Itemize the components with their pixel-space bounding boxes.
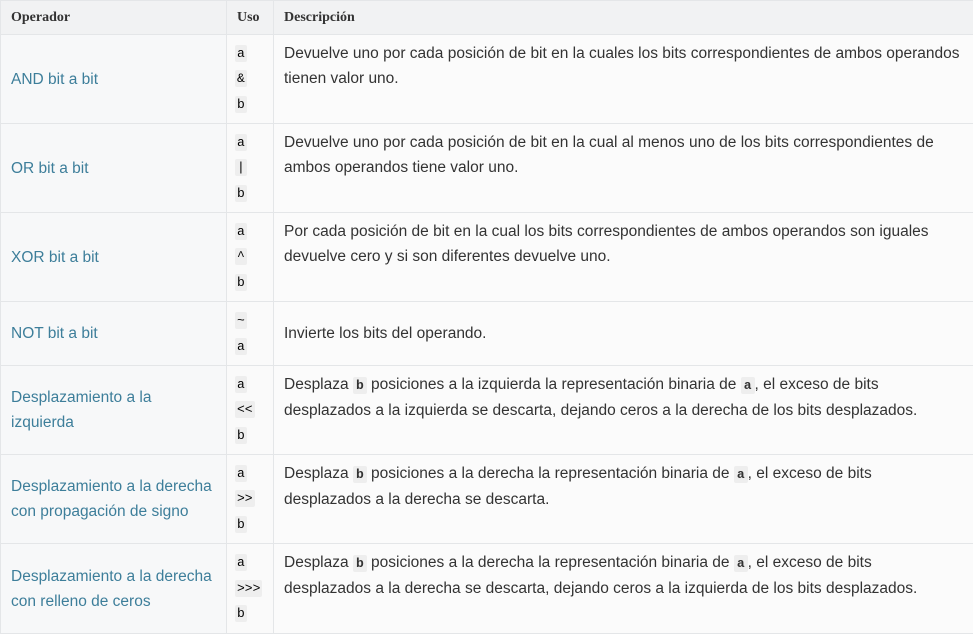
inline-code: b — [353, 377, 367, 394]
usage-line: | — [235, 155, 265, 181]
usage-line: a — [235, 372, 265, 398]
operator-name: Desplazamiento a la derecha con propagación de signo — [1, 455, 227, 544]
operator-usage — [227, 302, 274, 366]
operator-usage — [227, 213, 274, 302]
header-uso: Uso — [227, 1, 274, 35]
usage-line: b — [235, 181, 265, 207]
header-descripcion: Descripción — [274, 1, 973, 35]
operator-name: OR bit a bit — [1, 124, 227, 213]
inline-code: b — [353, 466, 367, 483]
operator-usage — [227, 544, 274, 634]
usage-line: >>> — [235, 576, 265, 602]
header-operador: Operador — [1, 1, 227, 35]
operator-usage — [227, 455, 274, 544]
operator-description: Devuelve uno por cada posición de bit en la cual al menos uno de los bits correspondientes de ambos operandos tiene valor uno. — [274, 124, 973, 213]
operator-description: Desplaza b posiciones a la derecha la representación binaria de a , el exceso de bits desplazados a la derecha se descarta. — [274, 455, 973, 544]
usage-line: b — [235, 601, 265, 627]
usage-line: ^ — [235, 244, 265, 270]
usage-line: a — [235, 461, 265, 487]
table-row — [1, 213, 973, 302]
operator-name: AND bit a bit — [1, 35, 227, 124]
operator-name: Desplazamiento a la derecha con relleno de ceros — [1, 544, 227, 634]
usage-line: a — [235, 219, 265, 245]
operator-description: Por cada posición de bit en la cual los bits correspondientes de ambos operandos son iguales devuelve cero y si son diferentes devuelve uno. — [274, 213, 973, 302]
usage-line: a — [235, 130, 265, 156]
operator-description: Desplaza b posiciones a la izquierda la representación binaria de a , el exceso de bits desplazados a la izquierda se descarta, dejando ceros a la derecha de los bits desplazados. — [274, 366, 973, 455]
table-row — [1, 455, 973, 544]
table-row — [1, 35, 973, 124]
header-row — [1, 1, 973, 35]
inline-code: a — [734, 555, 748, 572]
operator-name: Desplazamiento a la izquierda — [1, 366, 227, 455]
table-row — [1, 366, 973, 455]
operator-description: Devuelve uno por cada posición de bit en la cuales los bits correspondientes de ambos operandos tienen valor uno. — [274, 35, 973, 124]
operator-usage — [227, 366, 274, 455]
operator-name: XOR bit a bit — [1, 213, 227, 302]
inline-code: a — [741, 377, 755, 394]
table-row — [1, 302, 973, 366]
usage-line: & — [235, 66, 265, 92]
usage-line: a — [235, 334, 265, 360]
usage-line: << — [235, 397, 265, 423]
usage-line: b — [235, 92, 265, 118]
inline-code: b — [353, 555, 367, 572]
table-row — [1, 544, 973, 634]
inline-code: a — [734, 466, 748, 483]
operator-description: Invierte los bits del operando. — [274, 302, 973, 366]
operator-usage — [227, 35, 274, 124]
operator-usage — [227, 124, 274, 213]
table-row — [1, 124, 973, 213]
usage-line: a — [235, 41, 265, 67]
usage-line: ~ — [235, 308, 265, 334]
usage-line: b — [235, 423, 265, 449]
usage-line: >> — [235, 486, 265, 512]
usage-line: b — [235, 512, 265, 538]
operator-description: Desplaza b posiciones a la derecha la representación binaria de a , el exceso de bits desplazados a la derecha se descarta, dejando ceros a la izquierda de los bits desplazados. — [274, 544, 973, 634]
usage-line: b — [235, 270, 265, 296]
operator-name: NOT bit a bit — [1, 302, 227, 366]
usage-line: a — [235, 550, 265, 576]
